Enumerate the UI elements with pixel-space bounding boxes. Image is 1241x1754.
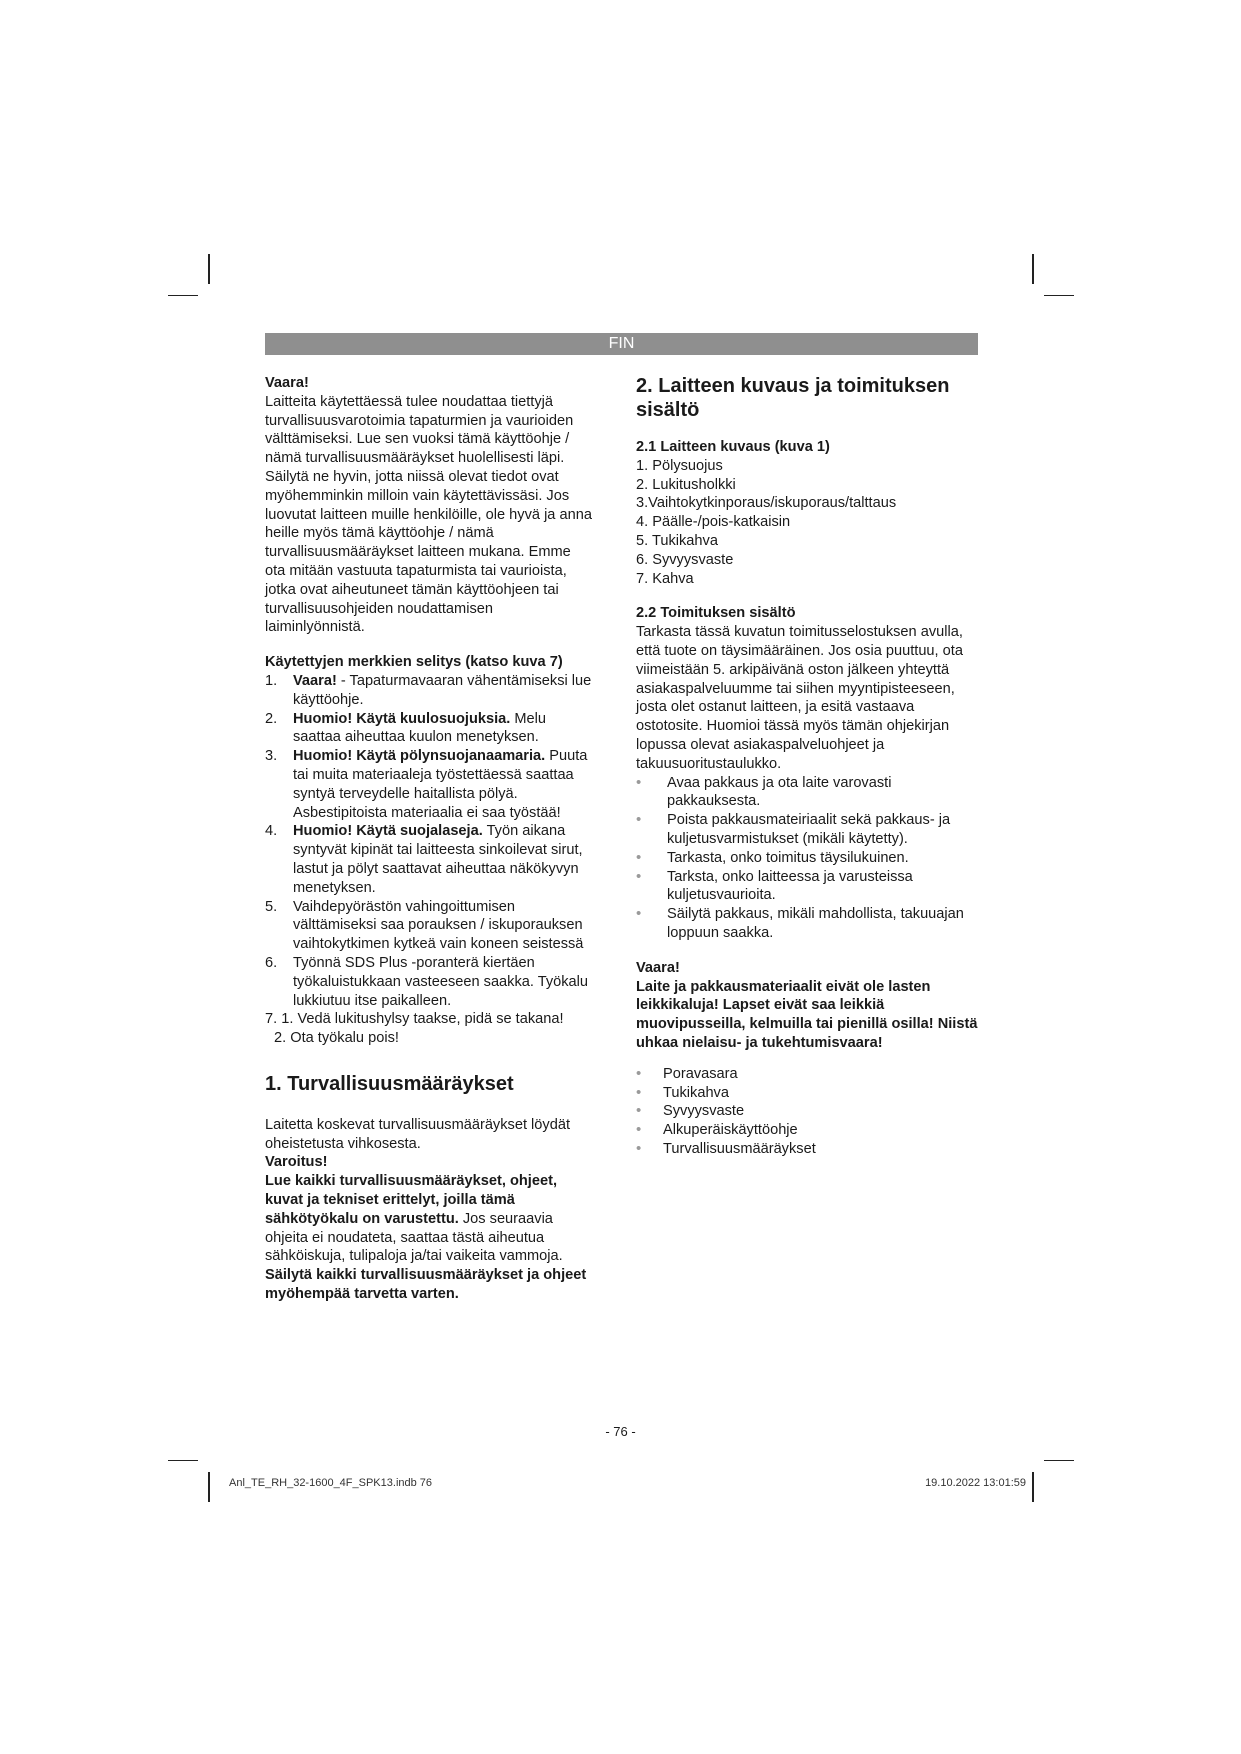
sub22-title: 2.2 Toimituksen sisältö xyxy=(636,605,796,622)
list-item: • Avaa pakkaus ja ota laite varovasti pakkauksesta. xyxy=(636,774,981,812)
symbols-list xyxy=(265,672,593,1010)
footer-file: Anl_TE_RH_32-1600_4F_SPK13.indb 76 xyxy=(229,1477,433,1489)
warning2-keep: Säilytä kaikki turvallisuusmääräykset ja ohjeet myöhempää tarvetta varten. xyxy=(265,1267,587,1303)
list-item: 5. Vaihdepyörästön vahingoittumisen välttämiseksi saa porauksen / iskuporauksen vaihtokytkimen kytkeä vain koneen seistessä xyxy=(265,898,584,953)
contents-list xyxy=(636,1065,981,1159)
list-item: 5. Tukikahva xyxy=(636,532,718,549)
list-item: • Tarksta, onko laitteessa ja varusteissa kuljetusvaurioita. xyxy=(636,868,981,906)
warning3-title: Vaara! xyxy=(636,959,680,976)
list-item: • Poista pakkausmateiriaalit sekä pakkaus- ja kuljetusvarmistukset (mikäli käytetty). xyxy=(636,811,981,849)
list-item: • Poravasara xyxy=(636,1065,981,1084)
list-item: 6. Syvyysvaste xyxy=(636,551,734,568)
list-item: • Tukikahva xyxy=(636,1084,981,1103)
warning-title: Vaara! xyxy=(265,375,309,391)
section1-title: 1. Turvallisuusmääräykset xyxy=(265,1072,514,1095)
crop-mark xyxy=(1044,295,1074,296)
left-column xyxy=(265,374,593,1304)
sub22-text: Tarkasta tässä kuvatun toimitusselostuksen avulla, että tuote on täysimääräinen. Jos osia puuttuu, ota viimeistään 5. arkipäivänä oston jälkeen yhteyttä asiakaspalveluumme tai siihen myyntipisteeseen, josta olet ostanut laitteen, ja esitä vastaava ostotosite. Huomioi tässä myös tämän ohjekirjan lopussa olevat asiakaspalveluohjeet ja takuusuoritustaulukko. xyxy=(636,624,963,772)
crop-mark xyxy=(1044,1460,1074,1461)
list-item: • Säilytä pakkaus, mikäli mahdollista, takuuajan loppuun saakka. xyxy=(636,905,981,943)
page-number: - 76 - xyxy=(605,1424,636,1439)
symbol7-step-a: 7. 1. Vedä lukitushylsy taakse, pidä se takana! xyxy=(265,1011,564,1028)
section1-intro: Laitetta koskevat turvallisuusmääräykset löydät oheistetusta vihkosesta. xyxy=(265,1116,570,1152)
list-item: 2. Lukitusholkki xyxy=(636,476,736,493)
crop-mark xyxy=(208,1472,210,1502)
list-item: 4. Päälle-/pois-katkaisin xyxy=(636,514,791,531)
section2-title: 2. Laitteen kuvaus ja toimituksen sisältö xyxy=(636,375,950,421)
list-item: • Tarkasta, onko toimitus täysilukuinen. xyxy=(636,849,981,868)
list-item: 3.Vaihtokytkinporaus/iskuporaus/talttaus xyxy=(636,495,897,512)
list-item: 1. Vaara! - Tapaturmavaaran vähentämiseksi lue käyttöohje. xyxy=(265,672,592,708)
language-label: FIN xyxy=(608,335,635,352)
sub21-title: 2.1 Laitteen kuvaus (kuva 1) xyxy=(636,439,830,455)
list-item: 3. Huomio! Käytä pölynsuojanaamaria. Puuta tai muita materiaaleja työstettäessä saattaa syntyä terveydelle haitallista pölyä. Asbestipitoista materiaalia ei saa työstää! xyxy=(265,748,588,821)
warning2-body: Lue kaikki turvallisuusmääräykset, ohjeet, kuvat ja tekniset erittelyt, joilla tämä sähkötyökalu on varustettu. Jos seuraavia ohjeita ei noudateta, saattaa tästä aiheutua sähköiskuja, tulipaloja ja/tai vaikeita vammoja. xyxy=(265,1173,563,1265)
warning2-title: Varoitus! xyxy=(265,1154,328,1171)
list-item: 1. Pölysuojus xyxy=(636,457,723,474)
check-list xyxy=(636,774,981,943)
right-column xyxy=(636,374,981,1159)
list-item: • Turvallisuusmääräykset xyxy=(636,1140,981,1159)
list-item: 6. Työnnä SDS Plus -poranterä kiertäen työkaluistukkaan vasteeseen saakka. Työkalu lukkiutuu itse paikalleen. xyxy=(265,954,589,1009)
symbols-title: Käytettyjen merkkien selitys (katso kuva 7) xyxy=(265,654,563,671)
warning-text: Laitteita käytettäessä tulee noudattaa tiettyjä turvallisuusvarotoimia tapaturmien ja vaurioiden välttämiseksi. Lue sen vuoksi tämä käyttöohje / nämä turvallisuusmääräykset huolellisesti läpi. Säilytä ne hyvin, jotta niissä olevat tiedot ovat myöhemminkin milloin vain käytettävissäsi. Jos luovutat laitteen muille henkilöille, ole hyvä ja anna heille myös tämä käyttöohje / nämä turvallisuusmääräykset laitteen mukana. Emme ota mitään vastuuta tapaturmista tai vaurioista, jotka ovat aiheutuneet tämän käyttöohjeen tai turvallisuusohjeiden noudattamisen laiminlyönnistä. xyxy=(265,393,592,636)
warning3-text: Laite ja pakkausmateriaalit eivät ole lasten leikkikaluja! Lapset eivät saa leikkiä muovipusseilla, kelmuilla tai pienillä osilla! Niistä uhkaa nielaisu- ja tukehtumisvaara! xyxy=(636,978,978,1051)
list-item: 4. Huomio! Käytä suojalaseja. Työn aikana syntyvät kipinät tai laitteesta sinkoilevat sirut, lastut ja pölyt saattavat aiheuttaa näkökyvyn menetyksen. xyxy=(265,823,583,896)
symbol7-step-b: 2. Ota työkalu pois! xyxy=(274,1030,399,1047)
list-item: 7. Kahva xyxy=(636,570,694,587)
crop-mark xyxy=(1032,1472,1034,1502)
crop-mark xyxy=(208,254,210,284)
list-item: 2. Huomio! Käytä kuulosuojuksia. Melu saattaa aiheuttaa kuulon menetyksen. xyxy=(265,710,547,746)
footer-datetime: 19.10.2022 13:01:59 xyxy=(925,1477,1026,1489)
crop-mark xyxy=(1032,254,1034,284)
crop-mark xyxy=(168,1460,198,1461)
crop-mark xyxy=(168,295,198,296)
parts-list xyxy=(636,457,981,589)
list-item: • Syvyysvaste xyxy=(636,1102,981,1121)
language-header-bar xyxy=(265,333,978,355)
list-item: • Alkuperäiskäyttöohje xyxy=(636,1121,981,1140)
